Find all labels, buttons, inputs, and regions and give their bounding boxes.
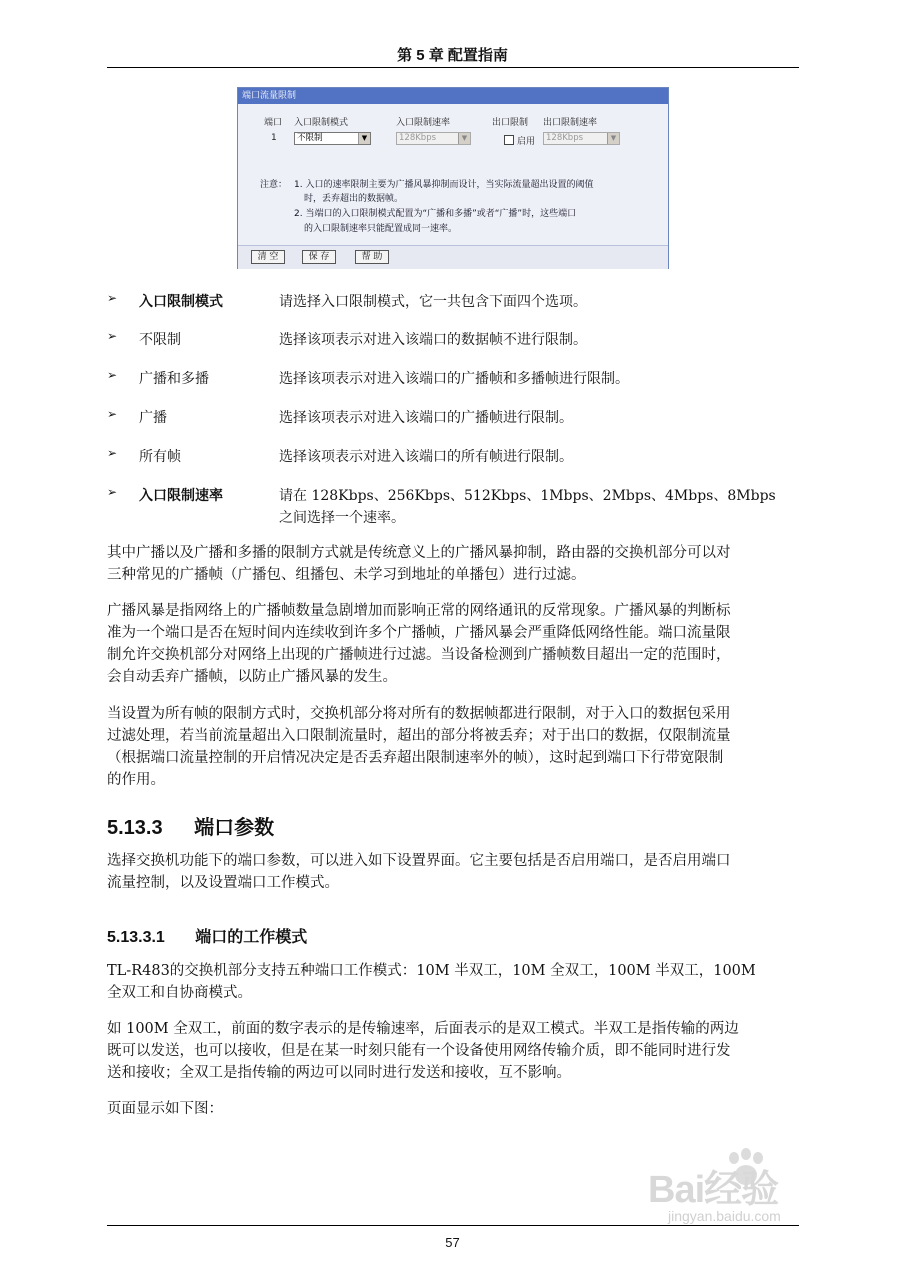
paragraph-line: 其中广播以及广播和多播的限制方式就是传统意义上的广播风暴抑制，路由器的交换机部分可以对 <box>107 545 731 561</box>
egress-rate-select[interactable] <box>543 132 620 145</box>
paragraph-line: 选择交换机功能下的端口参数，可以进入如下设置界面。它主要包括是否启用端口，是否启用端口 <box>107 853 731 869</box>
arrow-bullet-icon: ➢ <box>107 368 118 382</box>
chapter-header: 第 5 章 配置指南 <box>397 47 508 64</box>
paragraph <box>107 1018 799 1084</box>
section-heading <box>107 811 274 840</box>
paragraph-line: 三种常见的广播帧（广播包、组播包、未学习到地址的单播包）进行过滤。 <box>107 567 586 583</box>
ingress-rate-select[interactable] <box>396 132 471 145</box>
list-desc: 请选择入口限制模式，它一共包含下面四个选项。 <box>279 294 587 310</box>
col-egress-rate-header: 出口限制速率 <box>543 118 598 128</box>
list-term: 广播 <box>139 410 167 426</box>
paragraph-line: 如 100M 全双工，前面的数字表示的是传输速率，后面表示的是双工模式。半双工是指传输的两边 <box>107 1021 739 1037</box>
paragraph-line: （根据端口流量控制的开启情况决定是否丢弃超出限制速率外的帧），这时起到端口下行带宽限制 <box>107 750 724 766</box>
paragraph <box>107 1098 799 1120</box>
col-port-header: 端口 <box>264 118 283 128</box>
chevron-down-icon: ▼ <box>358 133 370 144</box>
list-term: 入口限制速率 <box>139 488 223 504</box>
chevron-down-icon: ▼ <box>458 133 470 144</box>
panel-title: 端口流量限制 <box>238 88 668 104</box>
paragraph <box>107 960 799 1004</box>
paragraph-line: 会自动丢弃广播帧，以防止广播风暴的发生。 <box>107 669 397 685</box>
clear-button[interactable]: 清 空 <box>251 250 285 264</box>
note-line: 2. 当端口的入口限制模式配置为“广播和多播”或者“广播”时，这些端口 <box>294 209 577 219</box>
list-desc: 选择该项表示对进入该端口的广播帧和多播帧进行限制。 <box>279 371 629 387</box>
paragraph-line: 的作用。 <box>107 772 165 788</box>
paragraph-line: 当设置为所有帧的限制方式时，交换机部分将对所有的数据帧都进行限制，对于入口的数据包采用 <box>107 706 731 722</box>
note-line: 1. 入口的速率限制主要为广播风暴抑制而设计，当实际流量超出设置的阈值 <box>294 180 594 190</box>
watermark-url: jingyan.baidu.com <box>668 1208 781 1224</box>
list-desc: 选择该项表示对进入该端口的数据帧不进行限制。 <box>279 332 587 348</box>
save-button[interactable]: 保 存 <box>302 250 336 264</box>
footer-rule <box>107 1225 799 1226</box>
arrow-bullet-icon: ➢ <box>107 329 118 343</box>
chevron-down-icon: ▼ <box>607 133 619 144</box>
section-title: 端口参数 <box>194 817 275 839</box>
paragraph <box>107 600 799 688</box>
ingress-mode-value: 不限制 <box>297 133 323 143</box>
paragraph-line: 页面显示如下图： <box>107 1101 223 1117</box>
list-desc: 请在 128Kbps、256Kbps、512Kbps、1Mbps、2Mbps、4Mbps、8Mbps <box>279 488 776 504</box>
subsection-number: 5.13.3.1 <box>107 929 165 946</box>
port-rate-limit-panel <box>237 87 669 269</box>
subsection-title: 端口的工作模式 <box>195 929 308 946</box>
paragraph-line: 流量控制，以及设置端口工作模式。 <box>107 875 339 891</box>
paragraph <box>107 542 799 586</box>
arrow-bullet-icon: ➢ <box>107 407 118 421</box>
page-number: 57 <box>445 1235 460 1250</box>
list-term: 所有帧 <box>139 449 181 465</box>
ingress-mode-select[interactable] <box>294 132 371 145</box>
paragraph-line: 送和接收；全双工是指传输的两边可以同时进行发送和接收，互不影响。 <box>107 1065 571 1081</box>
egress-enable-label: 启用 <box>517 137 536 147</box>
paragraph-line: 过滤处理，若当前流量超出入口限制流量时，超出的部分将被丢弃；对于出口的数据，仅限制流量 <box>107 728 731 744</box>
list-desc-continued: 之间选择一个速率。 <box>279 510 405 526</box>
note-label: 注意： <box>260 180 288 190</box>
list-term: 不限制 <box>139 332 181 348</box>
help-button[interactable]: 帮 助 <box>355 250 389 264</box>
ingress-rate-value: 128Kbps <box>399 133 437 143</box>
paragraph <box>107 850 799 894</box>
paragraph-line: 制允许交换机部分对网络上出现的广播帧进行过滤。当设备检测到广播帧数目超出一定的范围时， <box>107 647 731 663</box>
section-number: 5.13.3 <box>107 817 163 839</box>
paragraph-line: 全双工和自协商模式。 <box>107 985 252 1001</box>
list-term: 入口限制模式 <box>139 294 223 310</box>
list-desc: 选择该项表示对进入该端口的广播帧进行限制。 <box>279 410 573 426</box>
paragraph-line: 广播风暴是指网络上的广播帧数量急剧增加而影响正常的网络通讯的反常现象。广播风暴的判断标 <box>107 603 731 619</box>
col-egress-limit-header: 出口限制 <box>492 118 529 128</box>
col-ingress-mode-header: 入口限制模式 <box>294 118 349 128</box>
arrow-bullet-icon: ➢ <box>107 446 118 460</box>
watermark-logo: Bai经验 <box>648 1169 779 1211</box>
port-number: 1 <box>271 133 277 143</box>
arrow-bullet-icon: ➢ <box>107 485 118 499</box>
panel-button-bar <box>238 245 668 269</box>
list-term: 广播和多播 <box>139 371 209 387</box>
arrow-bullet-icon: ➢ <box>107 291 118 305</box>
egress-rate-value: 128Kbps <box>546 133 584 143</box>
note-line: 的入口限制速率只能配置成同一速率。 <box>304 224 458 234</box>
paragraph-line: 既可以发送，也可以接收，但是在某一时刻只能有一个设备使用网络传输介质，即不能同时进行发 <box>107 1043 731 1059</box>
paragraph-line: TL-R483的交换机部分支持五种端口工作模式：10M 半双工，10M 全双工，100M 半双工，100M <box>107 963 756 979</box>
egress-enable-checkbox[interactable] <box>504 135 514 145</box>
header-rule <box>107 67 799 68</box>
note-line: 时，丢弃超出的数据帧。 <box>304 194 404 204</box>
list-desc: 选择该项表示对进入该端口的所有帧进行限制。 <box>279 449 573 465</box>
paragraph-line: 准为一个端口是否在短时间内连续收到许多个广播帧，广播风暴会严重降低网络性能。端口流量限 <box>107 625 731 641</box>
paragraph <box>107 703 799 791</box>
subsection-heading <box>107 924 307 947</box>
col-ingress-rate-header: 入口限制速率 <box>396 118 451 128</box>
